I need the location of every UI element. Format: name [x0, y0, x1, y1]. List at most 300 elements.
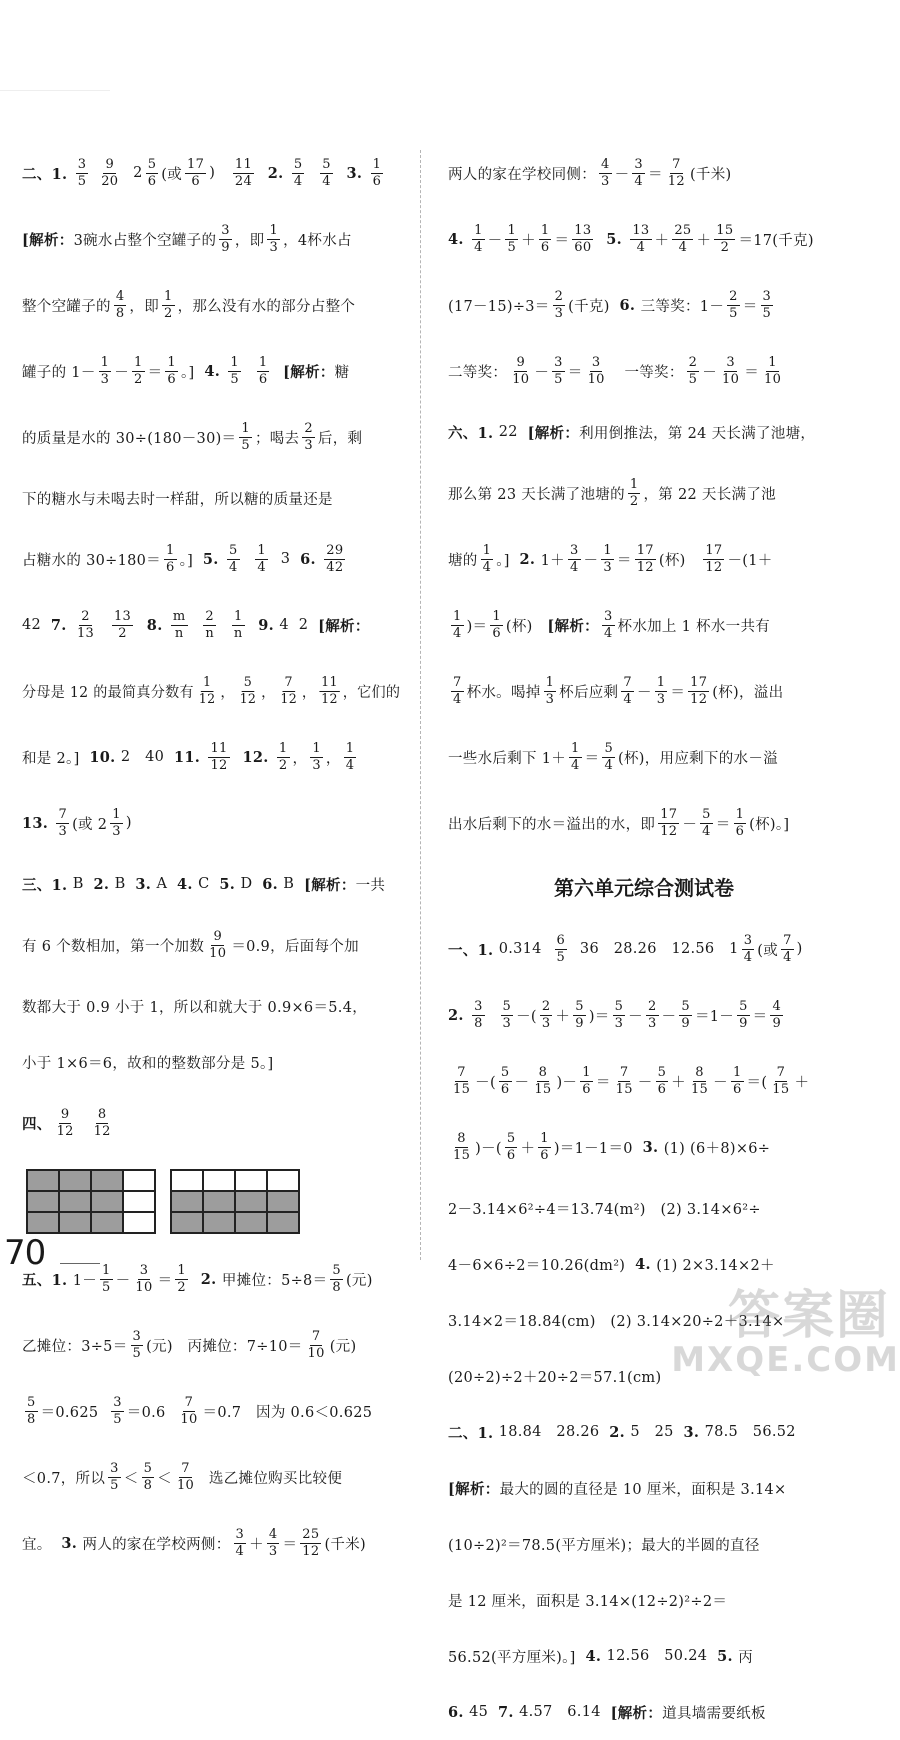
fraction	[687, 356, 700, 386]
fraction-denominator: 6	[258, 371, 268, 387]
question-label: 12.	[242, 748, 274, 766]
answer-text: ，即	[234, 232, 265, 249]
question-label: 11.	[173, 748, 206, 766]
fraction-denominator: 9	[681, 1015, 690, 1031]
fraction-denominator: 4	[743, 949, 753, 965]
fraction-denominator: 5	[77, 173, 87, 189]
fraction-denominator: 9	[739, 1015, 748, 1031]
fraction	[238, 676, 259, 706]
fraction-denominator: 12	[198, 691, 216, 707]
question-label: 3.	[642, 1138, 664, 1156]
fraction-numerator: 25	[302, 1526, 320, 1542]
fraction	[679, 1000, 692, 1030]
answer-text: (或 2	[72, 816, 108, 833]
fraction-denominator: 3	[603, 559, 612, 575]
shaded-cell	[235, 1212, 267, 1233]
fraction-denominator: 9	[772, 1015, 782, 1031]
answer-text: ＋	[696, 232, 712, 249]
answer-text: ，4杯水占	[283, 232, 352, 249]
fraction-denominator: 2	[164, 305, 173, 321]
answer-text: (元) 丙摊位：7÷10＝	[146, 1338, 303, 1355]
fraction-numerator: 3	[591, 354, 601, 370]
answer-line	[22, 790, 400, 856]
answer-text: 1－	[72, 1272, 98, 1289]
fraction-denominator: 4	[229, 559, 238, 575]
fraction	[99, 158, 120, 188]
answer-text: 塘的	[448, 552, 478, 569]
answer-text: 后，剩	[317, 430, 363, 447]
answer-line	[22, 978, 400, 1034]
fraction-numerator: 8	[695, 1064, 704, 1080]
fraction-denominator: 6	[167, 371, 176, 387]
answer-text: －	[713, 1074, 728, 1091]
answer-text: ＋	[521, 232, 536, 249]
answer-text: 3.14×2＝18.84(cm) (2) 3.14×20÷2＋3.14×	[448, 1313, 785, 1330]
question-label: 2.	[257, 164, 289, 182]
fraction-denominator: 9	[575, 1015, 584, 1031]
answer-text: 一些水后剩下 1＋	[448, 750, 567, 767]
question-label: 6.	[619, 296, 641, 314]
question-label: 4.	[204, 362, 226, 380]
fraction	[635, 544, 656, 574]
fraction-numerator: 4	[772, 998, 782, 1014]
answer-text: 5 25	[630, 1424, 684, 1440]
answer-text: 22	[498, 424, 528, 440]
question-label: [解析：	[547, 617, 599, 635]
answer-line	[448, 1628, 840, 1684]
answer-text: (1) 2×3.14×2＋	[656, 1257, 775, 1274]
fraction-numerator: 3	[743, 932, 753, 948]
fraction	[586, 356, 607, 386]
fraction	[203, 610, 216, 640]
fraction	[56, 808, 69, 838]
answer-text: ＋	[654, 232, 670, 249]
fraction-denominator: 4	[604, 757, 614, 773]
fraction-denominator: 3	[541, 1015, 551, 1031]
answer-line	[448, 404, 840, 460]
fraction-numerator: 17	[705, 542, 723, 558]
answer-text: ＝	[647, 166, 663, 183]
empty-cell	[123, 1212, 155, 1233]
fraction-denominator: 6	[166, 559, 175, 575]
question-label: 4.	[635, 1255, 657, 1273]
fraction-numerator: 17	[660, 806, 678, 822]
answer-text: ；喝去	[254, 430, 300, 447]
answer-line	[448, 790, 840, 856]
fraction	[175, 1264, 188, 1294]
fraction	[324, 544, 345, 574]
answer-text: －	[534, 364, 550, 381]
fraction	[92, 1108, 113, 1138]
fraction-denominator: 5	[110, 1477, 119, 1493]
answer-line	[448, 1684, 840, 1740]
fraction	[234, 1528, 247, 1558]
question-label: 10.	[89, 748, 121, 766]
answer-text: ＝	[567, 364, 583, 381]
fraction-numerator: 5	[147, 156, 157, 172]
fraction	[319, 676, 340, 706]
answer-line	[448, 724, 840, 790]
fraction-denominator: 4	[634, 173, 643, 189]
fraction	[114, 290, 127, 320]
fraction-numerator: 5	[27, 1394, 36, 1410]
fraction	[621, 676, 634, 706]
fraction-numerator: 2	[205, 608, 214, 624]
fraction-denominator: 3	[601, 173, 610, 189]
fraction-numerator: 25	[674, 222, 692, 238]
fraction-denominator: 5	[113, 1411, 122, 1427]
page-number-rule	[60, 1263, 100, 1264]
answer-text: ＝0.625	[40, 1404, 109, 1421]
fraction	[737, 1000, 750, 1030]
fraction	[720, 356, 741, 386]
fraction	[76, 158, 89, 188]
fraction	[731, 1066, 744, 1096]
fraction-numerator: 5	[243, 674, 253, 690]
fraction-denominator: 12	[93, 1123, 111, 1139]
question-label: 2.	[519, 550, 541, 568]
fraction-numerator: 1	[735, 806, 745, 822]
answer-text: 两人的家在学校同侧：	[448, 166, 596, 183]
fraction-denominator: 2	[278, 757, 288, 773]
fraction	[472, 224, 485, 254]
answer-text: ＜	[157, 1470, 172, 1487]
fraction	[111, 1396, 124, 1426]
answer-text: 3	[270, 551, 301, 567]
fraction-denominator: 12	[636, 559, 654, 575]
fraction-denominator: 12	[667, 173, 685, 189]
fraction-denominator: 10	[512, 371, 530, 387]
empty-cell	[235, 1170, 267, 1191]
question-label: 4.	[585, 1647, 607, 1665]
answer-line	[22, 1378, 400, 1444]
answer-text: (杯)。]	[749, 816, 790, 833]
answer-text: (杯)，溢出	[712, 684, 784, 701]
fraction-numerator: 1	[732, 1064, 742, 1080]
fraction-denominator: 6	[500, 1081, 510, 1097]
fraction-numerator: 1	[540, 1130, 549, 1146]
fraction	[171, 610, 188, 640]
fraction	[25, 1396, 38, 1426]
fraction	[490, 610, 503, 640]
fraction-denominator: 8	[143, 1477, 153, 1493]
fraction-numerator: 5	[322, 156, 331, 172]
fraction-numerator: 3	[113, 1394, 122, 1410]
fraction-denominator: 6	[540, 239, 550, 255]
answer-text: 42	[22, 617, 51, 633]
fraction	[714, 224, 735, 254]
shaded-cell	[171, 1191, 203, 1212]
fraction-denominator: 5	[241, 437, 250, 453]
fraction-denominator: 4	[257, 559, 266, 575]
fraction-numerator: 7	[58, 806, 68, 822]
fraction	[499, 1066, 512, 1096]
fraction-numerator: 5	[332, 1262, 341, 1278]
answer-text: (杯)	[505, 618, 548, 635]
fraction	[112, 610, 133, 640]
answer-text: 和是 2。]	[22, 750, 90, 767]
fraction	[228, 356, 241, 386]
fraction-denominator: 3	[554, 305, 564, 321]
fraction-denominator: 12	[210, 757, 228, 773]
fraction-denominator: 4	[623, 691, 632, 707]
fraction-numerator: 15	[716, 222, 734, 238]
answer-line	[22, 856, 400, 912]
fraction	[75, 610, 96, 640]
fraction-numerator: 9	[213, 928, 223, 944]
fraction	[658, 808, 679, 838]
fraction	[162, 290, 175, 320]
answer-text: ，	[301, 684, 317, 701]
page-number: 70	[4, 1233, 46, 1273]
fraction	[219, 224, 232, 254]
answer-line	[448, 592, 840, 658]
right-column	[448, 140, 840, 1740]
answer-text: 。]	[179, 552, 203, 569]
fraction-numerator: 7	[623, 674, 632, 690]
fraction-numerator: 1	[312, 740, 321, 756]
question-label: 5.	[202, 550, 224, 568]
question-label: 6.	[448, 1703, 470, 1721]
fraction	[164, 544, 177, 574]
fraction-denominator: n	[174, 625, 184, 641]
answer-text: )－(	[475, 1140, 502, 1157]
fraction-denominator: 8	[332, 1279, 341, 1295]
fraction-denominator: 2	[118, 625, 127, 641]
fraction-numerator: 1	[453, 608, 462, 624]
answer-text: 选乙摊位购买比较便	[199, 1470, 343, 1487]
fraction	[539, 224, 552, 254]
fraction-numerator: 17	[636, 542, 654, 558]
fraction-numerator: 3	[77, 156, 87, 172]
fraction-numerator: 1	[656, 674, 666, 690]
answer-text: 4 2	[279, 617, 319, 633]
answer-text: 出水后剩下的水＝溢出的水，即	[448, 816, 656, 833]
fraction-numerator: 3	[634, 156, 643, 172]
answer-line	[448, 658, 840, 724]
answer-text: ＜0.7，所以	[22, 1470, 106, 1487]
answer-text: ＝	[742, 298, 758, 315]
fraction	[233, 158, 254, 188]
fraction-denominator: 5	[507, 239, 517, 255]
fraction-numerator: 1	[100, 354, 110, 370]
fraction	[538, 1132, 551, 1162]
answer-text: ＝	[584, 750, 600, 767]
column-divider	[420, 150, 421, 1260]
fraction-numerator: 3	[132, 1328, 142, 1344]
answer-text: －	[115, 1272, 131, 1289]
answer-text: －(1＋	[727, 552, 773, 569]
fraction	[239, 422, 252, 452]
answer-text: ，第 22 天长满了池	[643, 486, 776, 503]
answer-text: )	[796, 941, 803, 957]
fraction	[175, 1462, 196, 1492]
fraction-denominator: 10	[176, 1477, 195, 1493]
fraction-numerator: 17	[187, 156, 205, 172]
fraction-numerator: 11	[234, 156, 253, 172]
fraction	[727, 290, 740, 320]
question-label: 4.	[448, 230, 470, 248]
fraction-numerator: 1	[768, 354, 777, 370]
fraction-numerator: 1	[540, 222, 550, 238]
fraction-numerator: 11	[210, 740, 228, 756]
answer-text: ，	[261, 684, 276, 701]
answer-text: (杯)	[658, 552, 701, 569]
answer-line	[22, 272, 400, 338]
answer-line	[22, 404, 400, 470]
question-label: 二、1.	[22, 165, 73, 183]
fraction	[108, 1462, 121, 1492]
answer-text: ，	[220, 684, 235, 701]
question-label: [解析：	[448, 1480, 500, 1498]
question-label: [解析：	[318, 617, 370, 635]
fraction-numerator: 5	[500, 1064, 510, 1080]
shaded-cell	[27, 1212, 59, 1233]
fraction-numerator: 2	[688, 354, 698, 370]
fraction-numerator: 5	[702, 806, 711, 822]
answer-text: 。]	[496, 552, 520, 569]
question-label: 6.	[300, 550, 322, 568]
question-label: 6.	[262, 875, 284, 893]
answer-text: ＝	[554, 232, 570, 249]
answer-text: 小于 1×6＝6，故和的整数部分是 5。]	[22, 1055, 274, 1072]
answer-line	[22, 658, 401, 724]
fraction	[628, 478, 641, 508]
answer-line	[448, 140, 840, 206]
fraction	[580, 1066, 593, 1096]
answer-text: (杯)，用应剩下的水－溢	[618, 750, 778, 767]
answer-text: (千米)	[689, 166, 732, 183]
answer-text: 整个空罐子的	[22, 298, 111, 315]
answer-text: )－	[556, 1074, 578, 1091]
fraction	[371, 158, 384, 188]
shaded-cell	[59, 1170, 91, 1191]
answer-text: (元)	[345, 1272, 373, 1289]
answer-text: 4.57 6.14	[519, 1704, 611, 1720]
fraction	[599, 158, 612, 188]
answer-text	[307, 165, 317, 181]
answer-text: 乙摊位：3÷5＝	[22, 1338, 128, 1355]
fraction	[601, 544, 614, 574]
question-label: 9.	[247, 616, 280, 634]
fraction-denominator: n	[233, 625, 243, 641]
fraction-denominator: 10	[209, 945, 227, 961]
question-label: 一、1.	[448, 941, 499, 959]
fraction-numerator: 1	[345, 740, 355, 756]
fraction	[614, 1066, 635, 1096]
answer-line	[22, 1444, 400, 1510]
fraction-denominator: 4	[678, 239, 688, 255]
fraction-numerator: 1	[474, 222, 483, 238]
answer-line	[22, 1090, 400, 1156]
question-label: [解析：	[304, 876, 356, 894]
answer-text	[99, 617, 109, 633]
fraction-numerator: 8	[97, 1106, 107, 1122]
fraction-numerator: 3	[139, 1262, 149, 1278]
fraction-denominator: 8	[115, 305, 125, 321]
shaded-cell	[267, 1212, 299, 1233]
answer-text: 二等奖：	[448, 364, 508, 381]
fraction-denominator: 12	[321, 691, 338, 707]
fraction	[555, 934, 568, 964]
fraction	[700, 808, 713, 838]
answer-text: 数都大于 0.9 小于 1，所以和就大于 0.9×6＝5.4，	[22, 999, 368, 1016]
fraction-numerator: 29	[326, 542, 344, 558]
answer-text: )＝1－1＝0	[553, 1140, 643, 1157]
answer-text: ＝0.6	[126, 1404, 176, 1421]
fraction-numerator: 8	[538, 1064, 548, 1080]
fraction	[689, 1066, 710, 1096]
fraction	[568, 544, 581, 574]
answer-line	[22, 912, 400, 978]
answer-line	[448, 1404, 840, 1460]
empty-cell	[123, 1170, 155, 1191]
answer-text: 78.5 56.52	[704, 1424, 796, 1440]
answer-text: ＝1－	[694, 1008, 735, 1025]
fraction-numerator: 5	[229, 542, 238, 558]
answer-text: －(	[516, 1008, 537, 1025]
answer-line	[22, 338, 400, 404]
answer-line	[448, 272, 840, 338]
question-label: 5.	[219, 875, 241, 893]
fraction-denominator: 4	[636, 239, 646, 255]
fraction-numerator: 2	[541, 998, 551, 1014]
answer-text: 宜。	[22, 1536, 62, 1553]
fraction	[185, 158, 206, 188]
fraction-numerator: 5	[502, 998, 512, 1014]
answer-text	[191, 617, 201, 633]
fraction	[781, 934, 794, 964]
answer-line	[22, 206, 400, 272]
empty-cell	[171, 1170, 203, 1191]
answer-text: ＋	[249, 1536, 264, 1553]
fraction-numerator: 7	[181, 1460, 190, 1476]
answer-text: 杯水加上 1 杯水一共有	[617, 618, 771, 635]
fraction	[770, 1066, 791, 1096]
fraction-numerator: 9	[60, 1106, 70, 1122]
question-label: 7.	[497, 1703, 520, 1721]
answer-text: －	[487, 232, 503, 249]
fraction	[55, 1108, 76, 1138]
fraction-numerator: 1	[278, 740, 288, 756]
answer-line	[448, 1516, 840, 1572]
answer-text: 甲摊位：5÷8＝	[221, 1272, 328, 1289]
answer-text: (元)	[329, 1338, 357, 1355]
answer-text: ，	[292, 750, 308, 767]
answer-text	[596, 231, 606, 247]
answer-text: ＝	[752, 1008, 768, 1025]
fraction-denominator: 8	[27, 1411, 36, 1427]
answer-line	[22, 1034, 400, 1090]
fraction	[742, 934, 755, 964]
answer-text: ＝17(千克)	[738, 232, 814, 249]
fraction	[277, 742, 290, 772]
fraction-numerator: 1	[582, 1064, 591, 1080]
shaded-cell	[203, 1191, 235, 1212]
fraction-numerator: 3	[726, 354, 735, 370]
question-label: 2.	[93, 875, 115, 893]
fraction-numerator: 3	[474, 998, 483, 1014]
fraction-numerator: 5	[604, 740, 614, 756]
fraction-denominator: 12	[705, 559, 723, 575]
fraction-denominator: 15	[690, 1081, 709, 1097]
answer-text: 45	[469, 1704, 498, 1720]
shaded-grid	[170, 1169, 300, 1234]
answer-text: －	[614, 166, 630, 183]
fraction-numerator: 1	[372, 156, 382, 172]
fraction	[110, 808, 123, 838]
question-label: 2.	[200, 1270, 222, 1288]
